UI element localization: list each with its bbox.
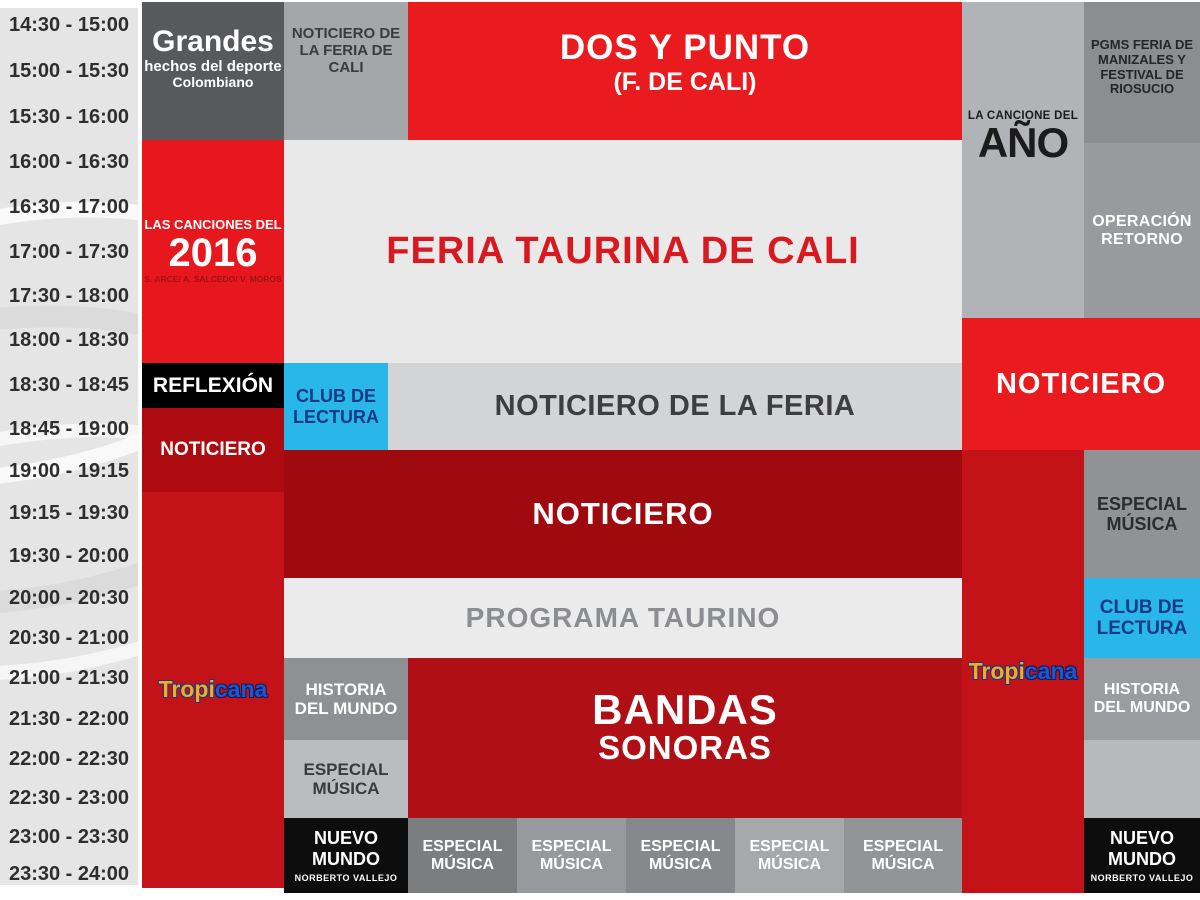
program-title: SONORAS — [598, 728, 772, 766]
time-slot-label: 21:00 - 21:30 — [8, 667, 130, 689]
program-title: BANDAS — [592, 685, 778, 733]
program-title: RIOSUCIO — [1109, 81, 1175, 97]
program-historia-del-mundo-right — [1084, 658, 1200, 740]
program-title: NOTICIERO — [160, 439, 266, 461]
program-title: HISTORIA — [1103, 681, 1181, 699]
time-slot-label: 23:00 - 23:30 — [8, 826, 130, 848]
program-title: DEL MUNDO — [294, 699, 398, 718]
program-tropicana-left — [142, 492, 284, 888]
time-slot-label: 16:00 - 16:30 — [8, 151, 130, 173]
program-title: NOTICIERO — [532, 495, 714, 531]
time-slot-label: 18:00 - 18:30 — [8, 329, 130, 351]
program-title: ESPECIAL — [640, 837, 721, 855]
program-nuevo-mundo-left — [284, 818, 408, 893]
program-title: MÚSICA — [648, 855, 713, 873]
program-bandas-sonoras — [408, 658, 962, 818]
program-title: AÑO — [977, 118, 1069, 166]
time-slot-label: 22:00 - 22:30 — [8, 748, 130, 770]
time-slot-label: 19:15 - 19:30 — [8, 502, 130, 524]
program-title: NOTICIERO — [995, 367, 1167, 400]
program-especial-musica-bottom-1 — [408, 818, 517, 893]
program-title: NOTICIERO DE LA FERIA — [494, 390, 856, 423]
program-title: MÚSICA — [871, 855, 935, 873]
program-credits: S. ARCE/ A. SALCEDO/ V. MOROS — [144, 274, 282, 285]
program-block-empty — [1084, 740, 1200, 818]
time-slot-label: 17:00 - 17:30 — [8, 241, 130, 263]
program-dos-y-punto — [408, 2, 962, 140]
program-title: MUNDO — [1108, 848, 1176, 869]
program-title: ESPECIAL — [531, 837, 612, 855]
time-slot-label: 15:00 - 15:30 — [8, 60, 130, 82]
time-slot-label: 19:00 - 19:15 — [8, 460, 130, 482]
program-las-canciones-del-2016 — [142, 140, 284, 363]
program-title: NOTICIERO DE — [291, 25, 401, 43]
time-slot-label: 20:30 - 21:00 — [8, 627, 130, 649]
program-title: MÚSICA — [757, 855, 822, 873]
program-title: REFLEXIÓN — [152, 373, 274, 397]
program-historia-del-mundo-left — [284, 658, 408, 740]
program-especial-musica-left — [284, 740, 408, 818]
program-club-de-lectura-left — [284, 363, 388, 450]
program-title: LECTURA — [1096, 618, 1188, 639]
time-slot-label: 15:30 - 16:00 — [8, 106, 130, 128]
program-club-de-lectura-right — [1084, 578, 1200, 658]
program-title: ESPECIAL — [749, 837, 830, 855]
program-noticiero-left — [142, 408, 284, 492]
program-feria-taurina-de-cali — [284, 140, 962, 363]
program-subtitle: hechos del deporte — [144, 57, 282, 75]
program-operacion-retorno — [1084, 143, 1200, 318]
time-slot-label: 19:30 - 20:00 — [8, 545, 130, 567]
program-title: FERIA TAURINA DE CALI — [386, 230, 860, 273]
program-title: CLUB DE — [1099, 596, 1185, 618]
program-title: RETORNO — [1101, 230, 1183, 248]
program-title: ESPECIAL — [303, 759, 389, 779]
program-title: MANIZALES Y — [1098, 51, 1186, 67]
time-slot-label: 18:30 - 18:45 — [8, 374, 130, 396]
program-subtitle: LA CANCIONE DEL — [967, 110, 1079, 122]
program-title: DOS Y PUNTO — [559, 28, 811, 68]
program-title: ESPECIAL — [862, 837, 943, 855]
time-slot-label: 17:30 - 18:00 — [8, 285, 130, 307]
program-noticiero-feria-cali — [284, 2, 408, 143]
program-title: PGMS FERIA DE — [1090, 37, 1194, 53]
program-title: NUEVO — [1109, 828, 1174, 849]
program-noticiero-de-la-feria — [388, 363, 962, 450]
program-title: OPERACIÓN — [1092, 212, 1192, 230]
program-title: ESPECIAL — [1096, 493, 1188, 514]
program-title: MÚSICA — [430, 855, 495, 873]
program-subtitle: LAS CANCIONES DEL — [144, 217, 282, 233]
tropicana-logo: Tropicana — [158, 676, 268, 703]
program-title: PROGRAMA TAURINO — [465, 602, 781, 634]
program-title: MÚSICA — [312, 779, 380, 798]
time-column — [0, 8, 138, 885]
program-noticiero-middle — [284, 450, 962, 578]
time-slot-label: 16:30 - 17:00 — [8, 196, 130, 218]
time-slot-label: 14:30 - 15:00 — [8, 14, 130, 36]
program-title: MÚSICA — [1106, 514, 1178, 534]
program-subtitle: (F. DE CALI) — [613, 67, 757, 96]
program-noticiero-right — [962, 318, 1200, 450]
program-grandes-hechos — [142, 2, 284, 140]
program-title: FESTIVAL DE — [1100, 66, 1184, 82]
program-especial-musica-right — [1084, 450, 1200, 578]
program-title: Grandes — [152, 24, 274, 58]
time-slot-label: 18:45 - 19:00 — [8, 418, 130, 440]
program-title: NUEVO — [313, 828, 378, 849]
time-slot-label: 23:30 - 24:00 — [8, 863, 130, 885]
time-slot-label: 20:00 - 20:30 — [8, 587, 130, 609]
program-title: MÚSICA — [539, 855, 604, 873]
program-title: ESPECIAL — [422, 837, 503, 855]
program-credits: NORBERTO VALLEJO — [1090, 872, 1194, 883]
time-slot-label: 22:30 - 23:00 — [8, 787, 130, 809]
program-title: DEL MUNDO — [1093, 699, 1191, 716]
program-title: MUNDO — [312, 848, 380, 869]
program-especial-musica-bottom-2 — [517, 818, 626, 893]
program-la-cancione-del-ano — [962, 2, 1084, 318]
program-programa-taurino — [284, 578, 962, 658]
program-tropicana-right — [962, 450, 1084, 893]
program-title: CLUB DE — [296, 386, 376, 407]
program-title: HISTORIA — [305, 679, 387, 699]
program-reflexion — [142, 363, 284, 408]
tropicana-logo: Tropicana — [968, 657, 1078, 684]
program-especial-musica-bottom-3 — [626, 818, 735, 893]
program-especial-musica-bottom-4 — [735, 818, 844, 893]
program-nuevo-mundo-right — [1084, 818, 1200, 893]
time-slot-label: 21:30 - 22:00 — [8, 708, 130, 730]
program-credits: NORBERTO VALLEJO — [294, 872, 398, 883]
program-title: 2016 — [168, 231, 258, 276]
program-pgms-feria-manizales — [1084, 2, 1200, 143]
program-especial-musica-bottom-5 — [844, 818, 962, 893]
program-title: LECTURA — [293, 406, 379, 427]
program-title: LA FERIA DE CALI — [299, 42, 393, 76]
program-subtitle: Colombiano — [172, 74, 254, 91]
